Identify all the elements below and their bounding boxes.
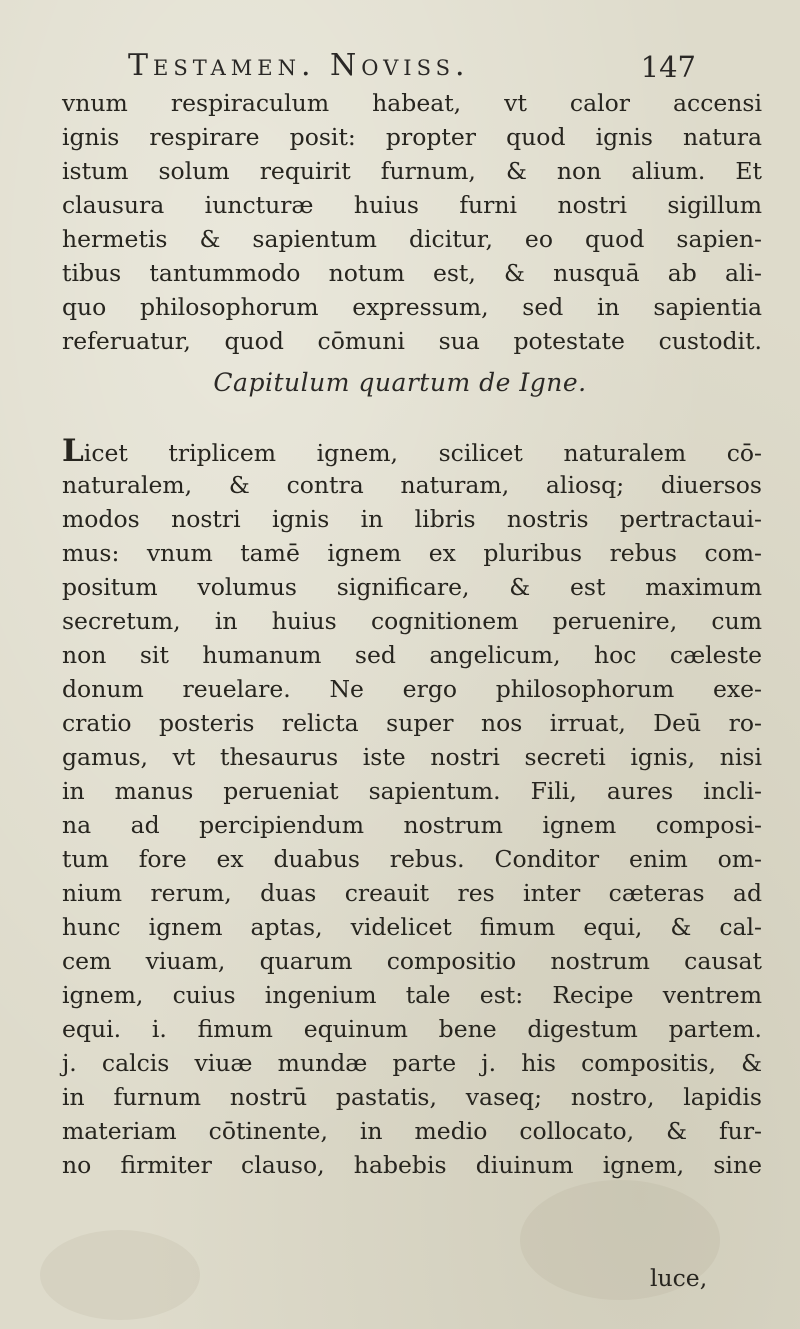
- text-line: tum fore ex duabus rebus. Conditor enim om-: [62, 845, 762, 873]
- text-line: cratio posteris relicta super nos irruat, Deū ro-: [62, 709, 762, 737]
- text-line: ignis respirare posit: propter quod ignis natura: [62, 123, 762, 151]
- text-line: quo philosophorum expressum, sed in sapientia: [62, 293, 762, 321]
- text-line: in manus perueniat sapientum. Fili, aures incli-: [62, 777, 762, 805]
- text-line: clausura iuncturæ huius furni nostri sigillum: [62, 191, 762, 219]
- text-line: modos nostri ignis in libris nostris pertractaui-: [62, 505, 762, 533]
- text-line: ignem, cuius ingenium tale est: Recipe ventrem: [62, 981, 762, 1009]
- page-number: 147: [640, 50, 696, 84]
- text-line: referuatur, quod cōmuni sua potestate custodit.: [62, 327, 762, 355]
- text-line: tibus tantummodo notum est, & nusquā ab ali-: [62, 259, 762, 287]
- text-line: naturalem, & contra naturam, aliosq; diuersos: [62, 471, 762, 499]
- text-line: positum volumus significare, & est maximum: [62, 573, 762, 601]
- text-line-first: [62, 434, 762, 468]
- catchword: luce,: [650, 1264, 708, 1292]
- text-line: hunc ignem aptas, videlicet fimum equi, & cal-: [62, 913, 762, 941]
- text-line: hermetis & sapientum dicitur, eo quod sapien-: [62, 225, 762, 253]
- text-line: na ad percipiendum nostrum ignem composi-: [62, 811, 762, 839]
- text-line: gamus, vt thesaurus iste nostri secreti ignis, nisi: [62, 743, 762, 771]
- text-line: istum solum requirit furnum, & non alium. Et: [62, 157, 762, 185]
- chapter-heading: Capitulum quartum de Igne.: [213, 368, 587, 397]
- running-head: [128, 42, 696, 90]
- text-line: mus: vnum tamē ignem ex pluribus rebus com-: [62, 539, 762, 567]
- running-title: Testamen. Noviss.: [128, 48, 470, 83]
- text-line: vnum respiraculum habeat, vt calor accensi: [62, 89, 762, 117]
- text-line: j. calcis viuæ mundæ parte j. his compositis, &: [62, 1049, 762, 1077]
- paragraph-2: [62, 434, 762, 1182]
- text-line: donum reuelare. Ne ergo philosophorum exe-: [62, 675, 762, 703]
- text-line: cem viuam, quarum compositio nostrum causat: [62, 947, 762, 975]
- text-line: secretum, in huius cognitionem peruenire, cum: [62, 607, 762, 635]
- text-line: equi. i. fimum equinum bene digestum partem.: [62, 1015, 762, 1043]
- paragraph-1: [62, 86, 762, 358]
- text-line: non sit humanum sed angelicum, hoc cæleste: [62, 641, 762, 669]
- text-line: in furnum nostrū pastatis, vaseq; nostro, lapidis: [62, 1083, 762, 1111]
- text-line: nium rerum, duas creauit res inter cæteras ad: [62, 879, 762, 907]
- text-line: no firmiter clauso, habebis diuinum ignem, sine: [62, 1151, 762, 1179]
- initial-letter: L: [62, 433, 84, 469]
- paper-stain: [40, 1230, 200, 1320]
- text-line: materiam cōtinente, in medio collocato, & fur-: [62, 1117, 762, 1145]
- text-line-rest: icet triplicem ignem, scilicet naturalem cō-: [83, 439, 762, 467]
